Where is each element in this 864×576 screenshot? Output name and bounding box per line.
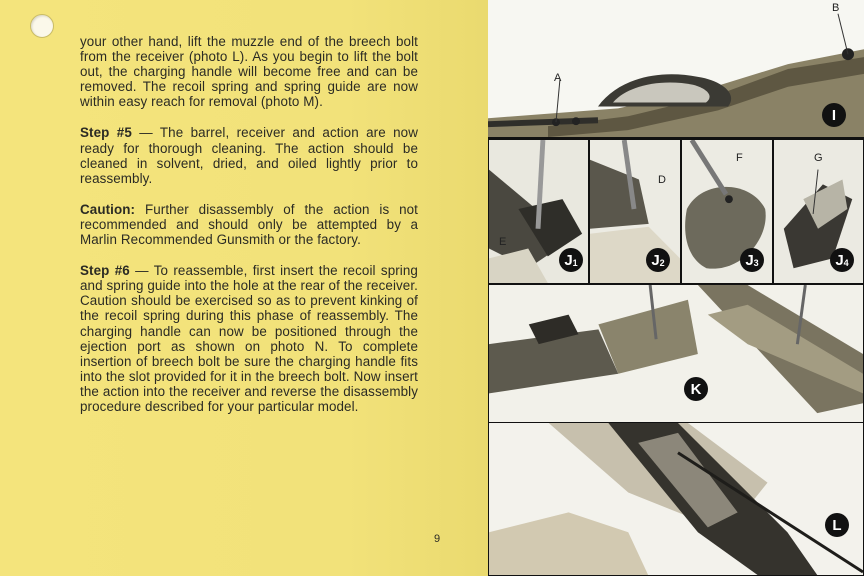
step-6-label: Step #6 [80,263,130,279]
photo-j2 [589,139,681,284]
right-page [488,0,864,576]
photo-j1 [488,139,589,284]
photo-badge-l: L [825,513,849,537]
caution-label: Caution: [80,201,136,217]
paragraph-step-5 [80,125,418,185]
callout-g: G [814,152,823,164]
photo-l [488,423,864,576]
photo-i [488,0,864,139]
photo-badge-j1: J 1 [559,248,583,272]
photo-j4 [773,139,864,284]
step-5-label: Step #5 [80,125,132,141]
paragraph-continued [80,34,418,109]
callout-f: F [736,152,743,164]
instruction-text [80,34,418,423]
paragraph-caution [80,202,418,247]
step-5-text: — The barrel, receiver and action are now ready for thorough cleaning. The action should be cleaned in solvent, dried, and oiled lightly prior to reassembly. [80,125,418,186]
photo-badge-k: K [684,377,708,401]
step-6-text: — To reassemble, first insert the recoil spring and spring guide into the hole at the rear of the receiver. Caution should be exercised so as to prevent kinking of the recoil spring during this phase of reassembly. The charging handle can now be positioned through the ejection port as shown on photo N. To complete insertion of breech bolt be sure the charging handle fits into the slot provided for it in the breech bolt. Now insert the action into the receiver and reverse the disassembly procedure described for your particular model. [80,263,418,414]
photo-badge-j4: J 4 [830,248,854,272]
punch-hole [30,14,54,38]
photo-badge-j3: J 3 [740,248,764,272]
callout-e: E [499,236,507,248]
paragraph-step-6 [80,263,418,414]
paragraph-text: your other hand, lift the muzzle end of the breech bolt from the receiver (photo L). As you begin to lift the bolt out, the charging handle will become free and can be removed. The recoil spring and spring guide are now within easy reach for removal (photo M). [80,34,418,110]
caution-text: Further disassembly of the action is not recommended and should only be attempted by a Marlin Recommended Gunsmith or the factory. [80,201,418,248]
callout-a: A [554,72,562,84]
photo-badge-i: I [822,103,846,127]
photo-badge-j2: J 2 [646,248,670,272]
photo-j3 [681,139,773,284]
callout-d: D [658,174,666,186]
callout-b: B [832,2,840,14]
page-number: 9 [434,533,441,545]
photo-k [488,284,864,423]
